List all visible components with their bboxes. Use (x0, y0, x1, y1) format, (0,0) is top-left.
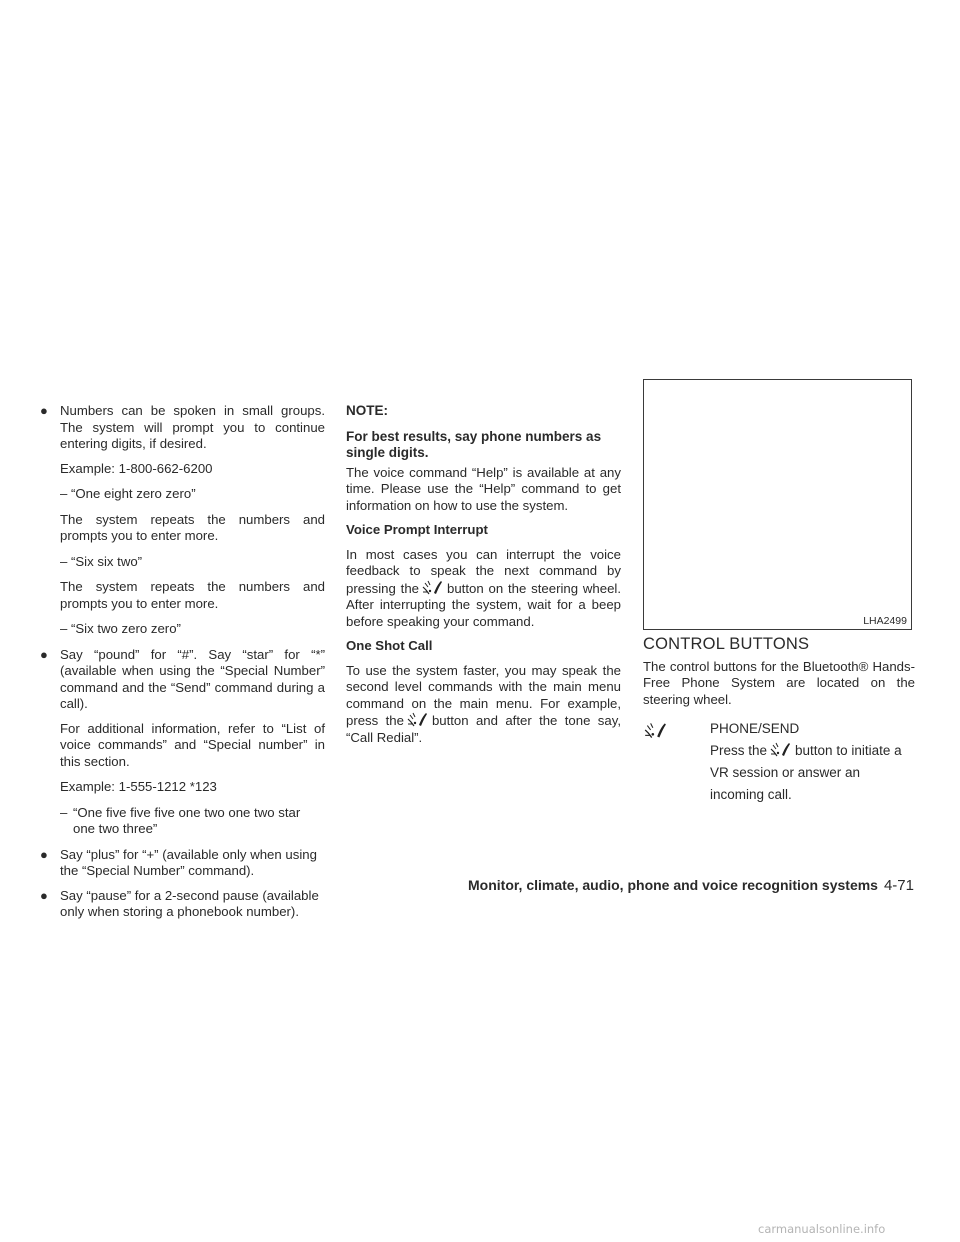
spoken-phrase (40, 805, 325, 838)
phone-send-icon (769, 742, 791, 758)
control-button-text (710, 718, 915, 806)
dash-mark: – (60, 804, 68, 820)
system-response: The system repeats the numbers and prompts you to enter more. (60, 511, 325, 543)
bullet-dot: ● (40, 887, 48, 903)
phone-send-icon (421, 580, 443, 596)
example-text: Example: 1-800-662-6200 (60, 460, 213, 476)
figure-label: LHA2499 (863, 615, 907, 627)
middle-column (346, 403, 621, 746)
list-item (40, 888, 325, 921)
ctrl-desc-a: Press the (710, 743, 768, 758)
vpi-text-b: button on the steering wheel. After interrupting the system, wait for a beep before speaking your command. (346, 580, 622, 629)
control-name: PHONE/SEND (710, 721, 800, 736)
one-shot-call-text (346, 663, 621, 747)
page-number: 4-71 (883, 877, 914, 894)
bullet-dot: ● (40, 646, 48, 662)
phone-send-icon (406, 712, 428, 728)
spoken-phrase: – “One eight zero zero” (60, 486, 196, 501)
control-description (710, 740, 915, 806)
page-footer (450, 877, 914, 894)
intro-text: The control buttons for the Bluetooth® Hands-Free Phone System are located on the steering wheel. (643, 658, 915, 707)
note-text: For best results, say phone numbers as single digits. (346, 428, 602, 460)
osc-text-b: button and after the tone say, “Call Redial”. (346, 713, 621, 745)
system-response: The system repeats the numbers and prompts you to enter more. (60, 579, 325, 611)
note-heading: NOTE: (346, 403, 388, 418)
voice-prompt-interrupt-heading: Voice Prompt Interrupt (346, 522, 488, 537)
watermark: carmanualsonline.info (758, 1222, 886, 1236)
ctrl-desc-b: button to initiate a VR session or answer an incoming call. (710, 743, 902, 802)
left-column (40, 403, 325, 929)
example-text: Example: 1-555-1212 *123 (60, 779, 217, 794)
bullet-text: Say “pound” for “#”. Say “star” for “*” (available when using the “Special Number” command and the “Send” command during a call). (60, 646, 325, 711)
phone-send-icon (643, 722, 667, 740)
one-shot-call-heading: One Shot Call (346, 638, 433, 653)
vpi-text-a: In most cases you can interrupt the voice feedback to speak the next command by pressing the (346, 546, 621, 596)
bullet-text: Numbers can be spoken in small groups. The system will prompt you to continue entering digits, if desired. (60, 403, 325, 451)
section-title: CONTROL BUTTONS (643, 635, 810, 653)
list-item (40, 647, 325, 713)
footer-section: Monitor, climate, audio, phone and voice recognition systems (468, 877, 878, 893)
osc-text-a: To use the system faster, you may speak the second level commands with the main menu command on the main menu. For example, press the (346, 662, 621, 728)
spoken-phrase: – “Six two zero zero” (60, 621, 181, 636)
figure-frame (643, 379, 912, 630)
spoken-phrase: – “Six six two” (60, 553, 143, 569)
list-item (40, 847, 325, 880)
help-text: The voice command “Help” is available at any time. Please use the “Help” command to get information on how to use the system. (346, 464, 621, 513)
control-button-entry (643, 718, 915, 808)
bullet-dot: ● (40, 403, 48, 418)
bullet-text: Say “plus” for “+” (available only when using the “Special Number” command). (60, 846, 317, 878)
bullet-dot: ● (40, 846, 48, 862)
right-column (643, 636, 915, 808)
spoken-phrase-text: “One five five five one two one two star one two three” (73, 804, 301, 836)
voice-prompt-interrupt-text (346, 547, 621, 631)
info-text: For additional information, refer to “List of voice commands” and “Special number” in this section. (60, 720, 325, 769)
list-item (40, 403, 325, 453)
bullet-text: Say “pause” for a 2-second pause (available only when storing a phonebook number). (60, 887, 319, 919)
